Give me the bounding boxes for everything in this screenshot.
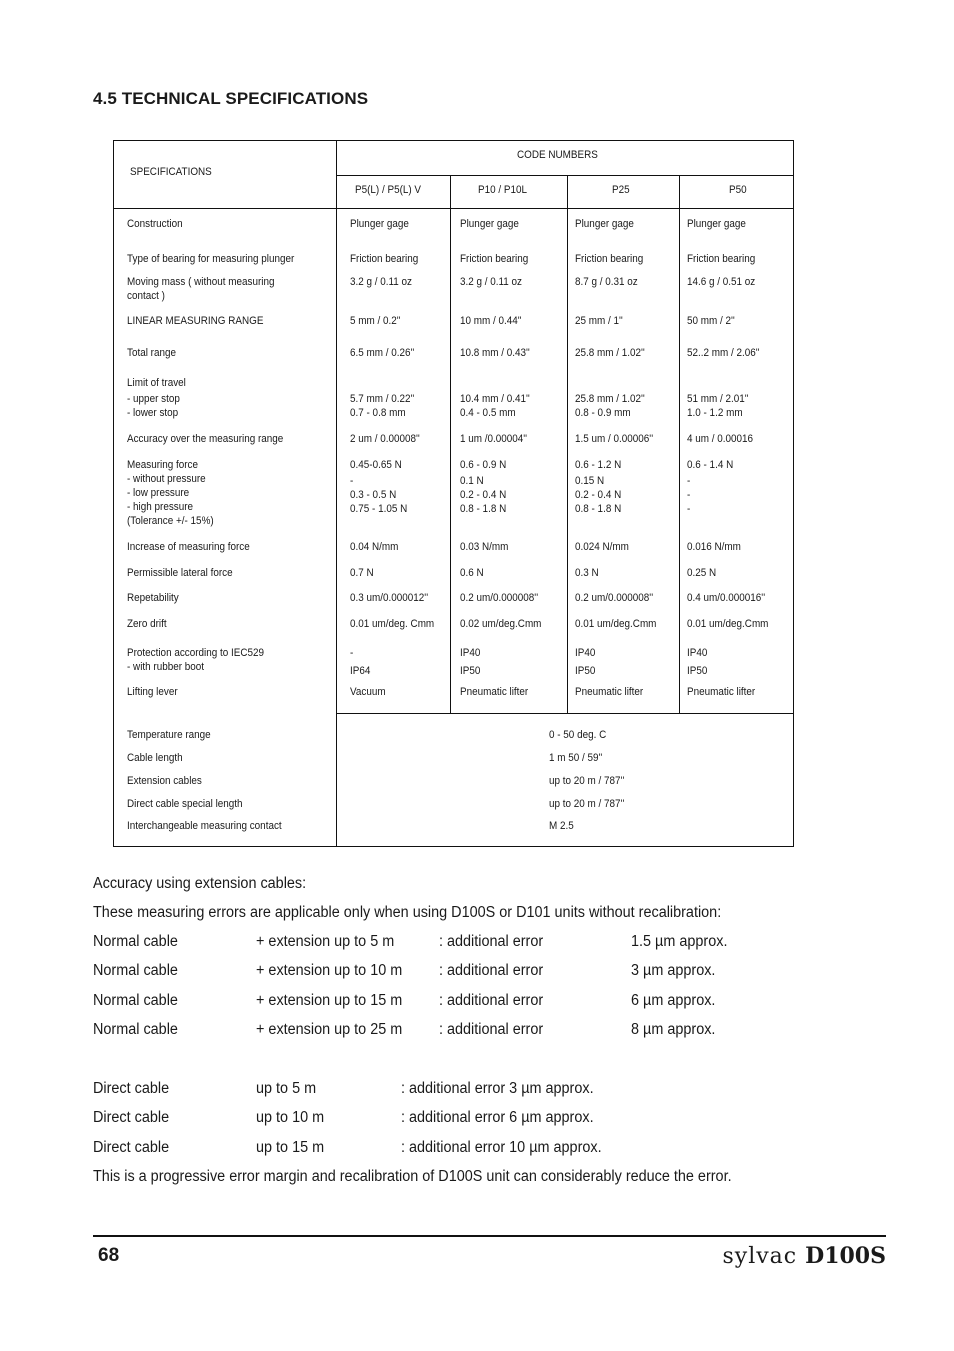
row-value: IP50 <box>687 665 708 677</box>
normal-cable-cell: Normal cable <box>93 933 178 950</box>
common-row-label: Direct cable special length <box>127 798 243 810</box>
row-label: Measuring force <box>127 459 198 471</box>
common-row-value: up to 20 m / 787'' <box>549 775 625 787</box>
normal-cable-cell: : additional error <box>439 1020 544 1038</box>
row-value: 0.016 N/mm <box>687 541 741 553</box>
brand-logo <box>722 1243 886 1269</box>
row-value: - <box>687 503 691 515</box>
row-value: Pneumatic lifter <box>687 686 756 698</box>
row-value: Friction bearing <box>350 253 419 265</box>
row-label: Type of bearing for measuring plunger <box>127 253 295 265</box>
row-value: 0.45-0.65 N <box>350 459 402 471</box>
row-value: 0.1 N <box>460 475 484 487</box>
row-value: 0.01 um/deg.Cmm <box>575 618 657 630</box>
divider-label-column <box>336 141 337 846</box>
common-row-value: M 2.5 <box>549 820 574 832</box>
row-value: 52..2 mm / 2.06'' <box>687 347 760 359</box>
row-value: Vacuum <box>350 686 386 698</box>
row-label: Construction <box>127 218 183 230</box>
direct-cable-cell: : additional error 6 µm approx. <box>401 1109 594 1127</box>
row-value: 0.6 N <box>460 567 484 579</box>
row-value: 0.024 N/mm <box>575 541 629 553</box>
row-value: 0.04 N/mm <box>350 541 399 553</box>
row-value: Plunger gage <box>575 218 634 230</box>
row-value: 0.7 N <box>350 567 374 579</box>
row-value: 0.4 - 0.5 mm <box>460 407 516 419</box>
direct-cable-cell: up to 15 m <box>256 1138 325 1156</box>
common-row-label: Temperature range <box>127 729 211 741</box>
row-value: 0.8 - 1.8 N <box>575 503 622 515</box>
row-value: 0.7 - 0.8 mm <box>350 407 406 419</box>
common-row-value: up to 20 m / 787'' <box>549 798 625 810</box>
brand-name: sylvac <box>722 1244 798 1269</box>
common-row-value: 1 m 50 / 59'' <box>549 752 603 764</box>
row-label: Lifting lever <box>127 686 178 698</box>
row-label: Moving mass ( without measuring <box>127 276 275 288</box>
normal-cable-cell: Normal cable <box>93 962 178 980</box>
row-value: 0.3 um/0.000012'' <box>350 592 429 604</box>
normal-cable-cell: + extension up to 15 m <box>256 991 403 1009</box>
direct-cable-cell: : additional error 3 µm approx. <box>401 1080 594 1097</box>
row-value: 0.75 - 1.05 N <box>350 503 408 515</box>
row-value: IP40 <box>460 647 481 659</box>
row-value: Plunger gage <box>460 218 519 230</box>
row-value: 0.2 - 0.4 N <box>575 489 622 501</box>
row-value: Friction bearing <box>687 253 756 265</box>
row-value: - <box>350 475 354 487</box>
normal-cable-cell: + extension up to 25 m <box>256 1020 403 1038</box>
direct-cable-cell: up to 5 m <box>256 1080 317 1097</box>
spec-header: SPECIFICATIONS <box>130 166 212 178</box>
row-value: 5 mm / 0.2'' <box>350 315 401 327</box>
row-value: 50 mm / 2'' <box>687 315 735 327</box>
divider-col-p50 <box>679 175 680 714</box>
row-value: 1 um /0.00004'' <box>460 433 528 445</box>
row-value: 0.4 um/0.000016'' <box>687 592 766 604</box>
row-value: IP40 <box>687 647 708 659</box>
row-value: 1.0 - 1.2 mm <box>687 407 743 419</box>
row-label: Zero drift <box>127 618 167 630</box>
code-numbers-header: CODE NUMBERS <box>517 149 598 161</box>
row-value: 2 um / 0.00008'' <box>350 433 420 445</box>
normal-cable-cell: : additional error <box>439 933 544 950</box>
row-value: Pneumatic lifter <box>460 686 529 698</box>
divider-common-section <box>336 713 794 714</box>
row-label: - lower stop <box>127 407 179 419</box>
accuracy-intro: These measuring errors are applicable only when using D100S or D101 units without recalibration: <box>93 904 722 921</box>
row-value: IP64 <box>350 665 371 677</box>
row-value: Pneumatic lifter <box>575 686 644 698</box>
row-value: 51 mm / 2.01'' <box>687 393 749 405</box>
normal-cable-cell: 8 µm approx. <box>631 1020 716 1038</box>
direct-cable-cell: Direct cable <box>93 1109 170 1127</box>
row-value: Plunger gage <box>350 218 409 230</box>
row-value: 0.6 - 0.9 N <box>460 459 507 471</box>
row-value: 0.3 - 0.5 N <box>350 489 397 501</box>
row-value: 0.6 - 1.2 N <box>575 459 622 471</box>
row-value: 0.25 N <box>687 567 717 579</box>
row-value: 10.4 mm / 0.41'' <box>460 393 530 405</box>
row-value: Friction bearing <box>460 253 529 265</box>
row-value: 4 um / 0.00016 <box>687 433 754 445</box>
row-value: - <box>687 489 691 501</box>
specifications-table <box>113 140 794 847</box>
row-label: - upper stop <box>127 393 180 405</box>
row-label: Total range <box>127 347 176 359</box>
row-value: Friction bearing <box>575 253 644 265</box>
row-value: - <box>687 475 691 487</box>
row-value: 25 mm / 1'' <box>575 315 623 327</box>
normal-cable-cell: 3 µm approx. <box>631 962 716 980</box>
row-value: 0.6 - 1.4 N <box>687 459 734 471</box>
row-value: 0.3 N <box>575 567 599 579</box>
row-value: Plunger gage <box>687 218 746 230</box>
row-label: - without pressure <box>127 473 206 485</box>
row-value: 14.6 g / 0.51 oz <box>687 276 756 288</box>
row-label: contact ) <box>127 290 165 302</box>
direct-cable-cell: Direct cable <box>93 1080 170 1097</box>
col-header-p50: P50 <box>729 184 747 196</box>
row-value: - <box>350 647 354 659</box>
row-value: 0.2 um/0.000008'' <box>460 592 539 604</box>
normal-cable-cell: + extension up to 10 m <box>256 962 403 980</box>
row-label: - with rubber boot <box>127 661 205 673</box>
page-number: 68 <box>98 1245 120 1266</box>
row-value: IP50 <box>460 665 481 677</box>
footer-rule <box>93 1235 886 1237</box>
row-value: 0.01 um/deg. Cmm <box>350 618 435 630</box>
divider-col-p10 <box>450 175 451 714</box>
row-value: 10.8 mm / 0.43'' <box>460 347 530 359</box>
row-label: (Tolerance +/- 15%) <box>127 515 214 527</box>
row-value: 0.2 um/0.000008'' <box>575 592 654 604</box>
divider-col-p25 <box>567 175 568 714</box>
row-label: - low pressure <box>127 487 190 499</box>
normal-cable-cell: + extension up to 5 m <box>256 933 395 950</box>
normal-cable-cell: : additional error <box>439 962 544 980</box>
normal-cable-cell: Normal cable <box>93 1020 178 1038</box>
common-row-label: Cable length <box>127 752 183 764</box>
normal-cable-cell: : additional error <box>439 991 544 1009</box>
row-value: 0.8 - 0.9 mm <box>575 407 631 419</box>
row-value: IP40 <box>575 647 596 659</box>
row-value: 0.2 - 0.4 N <box>460 489 507 501</box>
divider-code-header <box>336 175 794 176</box>
row-label: Increase of measuring force <box>127 541 250 553</box>
divider-header-bottom <box>114 208 793 209</box>
row-label: Protection according to IEC529 <box>127 647 265 659</box>
direct-cable-cell: up to 10 m <box>256 1109 325 1127</box>
brand-model: D100S <box>805 1243 886 1269</box>
row-value: 8.7 g / 0.31 oz <box>575 276 638 288</box>
normal-cable-cell: 6 µm approx. <box>631 991 716 1009</box>
row-value: IP50 <box>575 665 596 677</box>
row-value: 0.15 N <box>575 475 605 487</box>
direct-cable-cell: Direct cable <box>93 1138 170 1156</box>
col-header-p10: P10 / P10L <box>478 184 527 196</box>
row-value: 6.5 mm / 0.26'' <box>350 347 415 359</box>
row-value: 25.8 mm / 1.02'' <box>575 393 645 405</box>
common-row-label: Interchangeable measuring contact <box>127 820 282 832</box>
row-label: Permissible lateral force <box>127 567 233 579</box>
row-value: 0.03 N/mm <box>460 541 509 553</box>
row-value: 0.8 - 1.8 N <box>460 503 507 515</box>
row-label: LINEAR MEASURING RANGE <box>127 315 264 327</box>
row-label: Accuracy over the measuring range <box>127 433 284 445</box>
progressive-error-note: This is a progressive error margin and recalibration of D100S unit can considerably reduce the error. <box>93 1168 732 1185</box>
direct-cable-cell: : additional error 10 µm approx. <box>401 1138 602 1156</box>
normal-cable-cell: 1.5 µm approx. <box>631 933 728 950</box>
common-row-value: 0 - 50 deg. C <box>549 729 607 741</box>
common-row-label: Extension cables <box>127 775 202 787</box>
col-header-p5: P5(L) / P5(L) V <box>355 184 422 196</box>
row-value: 3.2 g / 0.11 oz <box>460 276 523 288</box>
row-label: Repetability <box>127 592 179 604</box>
accuracy-title: Accuracy using extension cables: <box>93 875 307 892</box>
row-value: 5.7 mm / 0.22'' <box>350 393 415 405</box>
row-label: - high pressure <box>127 501 194 513</box>
row-value: 10 mm / 0.44'' <box>460 315 522 327</box>
row-label: Limit of travel <box>127 377 186 389</box>
section-heading: 4.5 TECHNICAL SPECIFICATIONS <box>93 89 369 108</box>
row-value: 1.5 um / 0.00006'' <box>575 433 654 445</box>
row-value: 0.01 um/deg.Cmm <box>687 618 769 630</box>
row-value: 3.2 g / 0.11 oz <box>350 276 413 288</box>
col-header-p25: P25 <box>612 184 630 196</box>
row-value: 0.02 um/deg.Cmm <box>460 618 542 630</box>
row-value: 25.8 mm / 1.02'' <box>575 347 645 359</box>
normal-cable-cell: Normal cable <box>93 991 178 1009</box>
